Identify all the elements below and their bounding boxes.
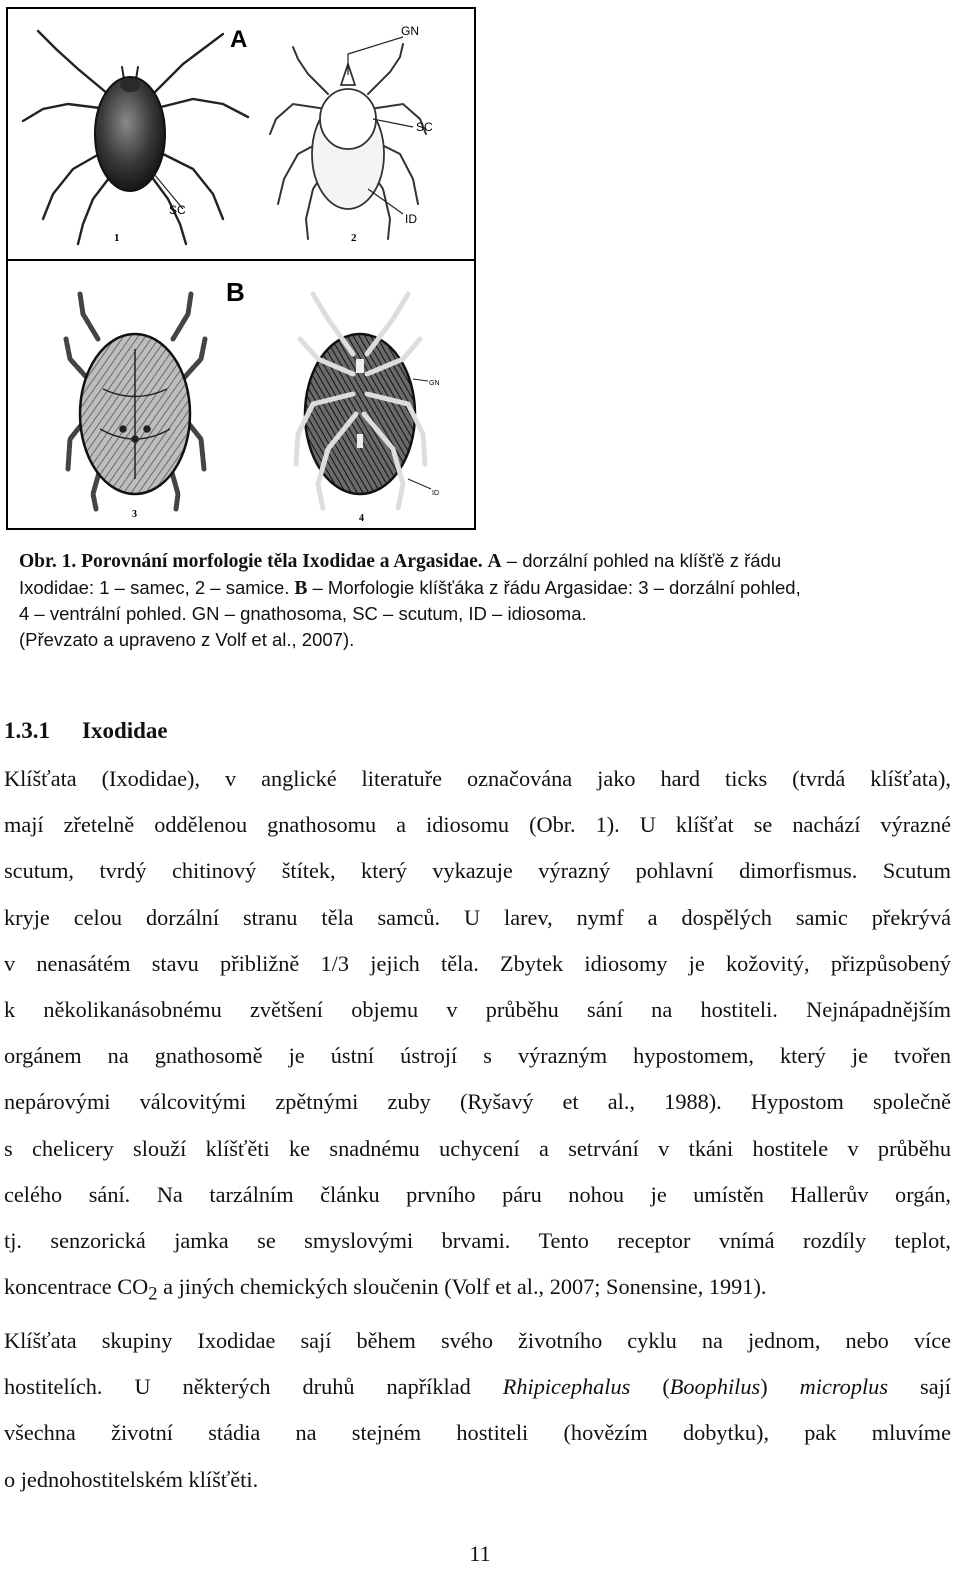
caption-bold-a: A [487, 551, 502, 572]
body-line-co2 [4, 1264, 951, 1318]
label-sc-female: SC [416, 120, 433, 134]
caption-text-b: – Morfologie klíšťáka z řádu Argasidae: 3 – dorzální pohled, [307, 576, 801, 598]
caption-bold-b: B [294, 577, 308, 599]
co2-text: koncentrace CO [4, 1274, 149, 1300]
caption-text-a: – dorzální pohled na klíšťě z řádu [501, 550, 782, 571]
caption-bold-lead: Obr. 1. Porovnání morfologie těla Ixodidae a Argasidae. [19, 551, 483, 572]
body-line: o jednohostitelském klíšťěti. [4, 1466, 259, 1492]
figure-number-4: 4 [359, 513, 364, 524]
species-tail: sají [888, 1374, 951, 1400]
body-line: v nenasátém stavu přibližně 1/3 jejich těla. Zbytek idiosomy je kožovitý, přizpůsobený [4, 950, 951, 976]
body-line: všechna životní stádia na stejném hostiteli (hovězím dobytku), pak mluvíme [4, 1420, 951, 1446]
caption-line-2-text: Ixodidae: 1 – samec, 2 – samice. [19, 576, 290, 598]
section-heading [4, 718, 168, 744]
caption-line-4: (Převzato a upraveno z Volf et al., 2007). [19, 628, 355, 650]
body-line-species [4, 1364, 951, 1410]
figure-caption [19, 548, 919, 652]
section-number: 1.3.1 [4, 718, 50, 743]
label-id-small: ID [432, 490, 439, 497]
body-line: Klíšťata (Ixodidae), v anglické literatuře označována jako hard ticks (tvrdá klíšťata), [4, 766, 951, 791]
species-lead: hostitelích. U některých druhů například [4, 1374, 503, 1400]
figure-number-2: 2 [351, 232, 357, 244]
caption-line-3: 4 – ventrální pohled. GN – gnathosoma, SC – scutum, ID – idiosoma. [19, 603, 587, 624]
panel-label-a: A [230, 26, 248, 53]
panel-label-b: B [226, 277, 245, 307]
body-line: s chelicery slouží klíšťěti ke snadnému uchycení a setrvání v tkáni hostitele v průběhu [4, 1135, 951, 1161]
body-line: k několikanásobnému zvětšení objemu v průběhu sání na hostiteli. Nejnápadnějším [4, 997, 951, 1023]
body-line: celého sání. Na tarzálním článku prvního páru nohou je umístěn Hallerův orgán, [4, 1181, 951, 1207]
body-line: scutum, tvrdý chitinový štítek, který vykazuje výrazný pohlavní dimorfismus. Scutum [4, 858, 951, 884]
co2-subscript: 2 [148, 1283, 158, 1305]
label-gn-small: GN [429, 380, 440, 387]
label-id: ID [405, 212, 417, 226]
species-microplus: microplus [799, 1374, 889, 1400]
paren-open: ( [630, 1374, 670, 1400]
body-line: Klíšťata skupiny Ixodidae sají během svého životního cyklu na jednom, nebo více [4, 1327, 951, 1353]
co2-rest: a jiných chemických sloučenin (Volf et al., 2007; Sonensine, 1991). [157, 1274, 767, 1300]
body-paragraph [4, 756, 951, 1503]
paren-close: ) [760, 1374, 800, 1400]
subgenus-boophilus: Boophilus [669, 1374, 761, 1400]
figure-number-3: 3 [132, 509, 137, 520]
body-line: tj. senzorická jamka se smyslovými brvami. Tento receptor vnímá rozdíly teplot, [4, 1228, 951, 1254]
body-line: kryje celou dorzální stranu těla samců. U larev, nymf a dospělých samic překrývá [4, 904, 951, 930]
label-gn: GN [401, 24, 419, 38]
body-line: orgánem na gnathosomě je ústní ústrojí s výrazným hypostomem, který je tvořen [4, 1043, 951, 1069]
caption-line-1 [19, 548, 919, 575]
label-sc-male: SC [169, 203, 186, 217]
figure-tick-morphology [6, 7, 476, 530]
section-title: Ixodidae [82, 718, 168, 743]
page-number: 11 [469, 1541, 491, 1566]
caption-line-2 [19, 575, 919, 602]
genus-rhipicephalus: Rhipicephalus [502, 1374, 631, 1400]
body-line: nepárovými válcovitými zpětnými zuby (Ryšavý et al., 1988). Hypostom společně [4, 1089, 951, 1115]
body-line: mají zřetelně oddělenou gnathosomu a idiosomu (Obr. 1). U klíšťat se nachází výrazné [4, 812, 951, 838]
figure-number-1: 1 [114, 232, 120, 244]
